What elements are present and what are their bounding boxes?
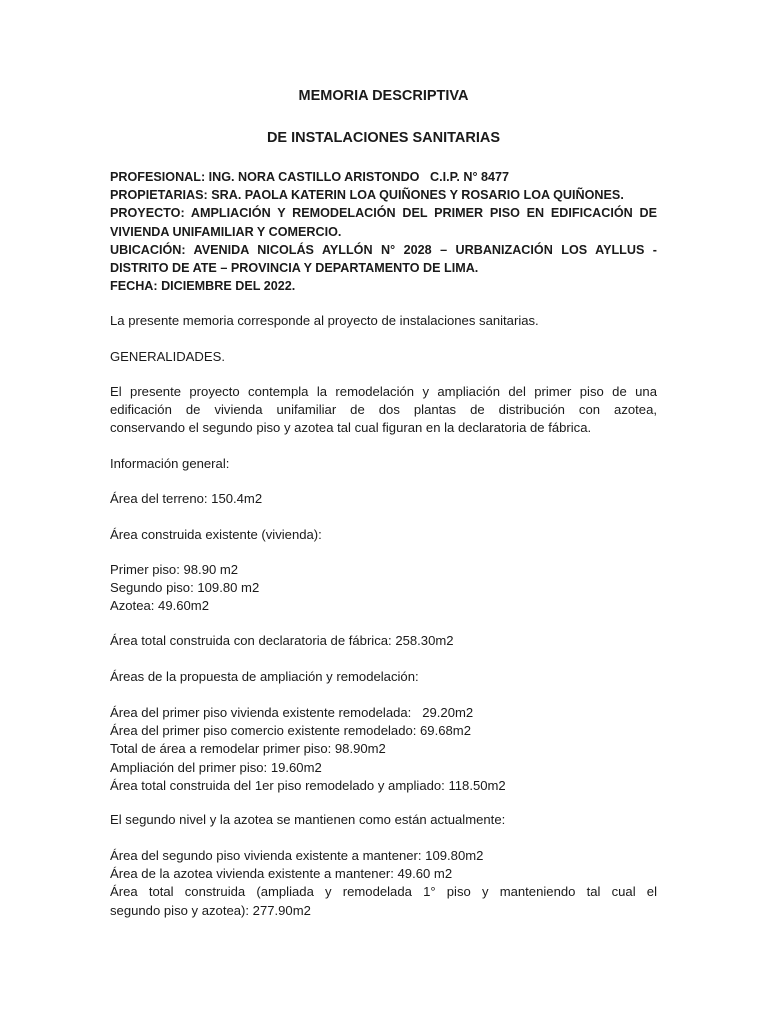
proyecto-line-1: PROYECTO: AMPLIACIÓN Y REMODELACIÓN DEL PRIMER PISO EN EDIFICACIÓN DE [110, 206, 657, 221]
proposal-ampliacion: Ampliación del primer piso: 19.60m2 [110, 759, 322, 775]
project-header-block [110, 168, 657, 295]
proposal-vivienda: Área del primer piso vivienda existente remodelada: 29.20m2 [110, 705, 474, 720]
description-line-2: edificación de vivienda unifamiliar de dos plantas de distribución con azotea, [110, 402, 657, 418]
document-page [110, 0, 657, 1024]
area-terreno-text: Área del terreno: 150.4m2 [110, 491, 263, 506]
proposal-total-remodelar: Total de área a remodelar primer piso: 98.90m2 [110, 741, 386, 757]
proposal-comercio: Área del primer piso comercio existente remodelado: 69.68m2 [110, 723, 471, 739]
proyecto-line-2: VIVIENDA UNIFAMILIAR Y COMERCIO. [110, 224, 342, 239]
existing-primer-piso: Primer piso: 98.90 m2 [110, 562, 239, 577]
description-line-1: El presente proyecto contempla la remodelación y ampliación del primer piso de una [110, 384, 657, 399]
section-heading-generalidades [110, 348, 657, 366]
proposal-areas-list [110, 704, 657, 795]
info-general-heading [110, 455, 657, 473]
profesional-line: PROFESIONAL: ING. NORA CASTILLO ARISTONDO C.I.P. N° 8477 [110, 170, 509, 184]
existing-azotea: Azotea: 49.60m2 [110, 598, 209, 614]
maintained-areas-list [110, 847, 657, 920]
info-general-text: Información general: [110, 456, 230, 471]
area-total-declaratoria-text: Área total construida con declaratoria de fábrica: 258.30m2 [110, 633, 454, 648]
areas-propuesta-heading [110, 668, 657, 686]
proposal-total-1er-piso: Área total construida del 1er piso remodelado y ampliado: 118.50m2 [110, 777, 506, 793]
intro-paragraph [110, 312, 657, 330]
description-paragraph [110, 383, 657, 438]
existing-areas-list [110, 561, 657, 616]
document-subtitle: DE INSTALACIONES SANITARIAS [266, 130, 501, 146]
description-line-3: conservando el segundo piso y azotea tal cual figuran en la declaratoria de fábrica. [110, 420, 592, 436]
area-existente-heading [110, 526, 657, 544]
segundo-nivel-text: El segundo nivel y la azotea se mantienen como están actualmente: [110, 812, 506, 827]
areas-propuesta-text: Áreas de la propuesta de ampliación y remodelación: [110, 669, 419, 684]
area-terreno-paragraph [110, 490, 657, 508]
document-title: MEMORIA DESCRIPTIVA [298, 88, 469, 104]
area-existente-text: Área construida existente (vivienda): [110, 527, 322, 542]
maintain-segundo-piso: Área del segundo piso vivienda existente a mantener: 109.80m2 [110, 848, 484, 863]
existing-segundo-piso: Segundo piso: 109.80 m2 [110, 580, 260, 596]
fecha-line: FECHA: DICIEMBRE DEL 2022. [110, 279, 296, 294]
maintain-total-line-2: segundo piso y azotea): 277.90m2 [110, 902, 311, 918]
propietarias-line: PROPIETARIAS: SRA. PAOLA KATERIN LOA QUIÑONES Y ROSARIO LOA QUIÑONES. [110, 188, 624, 203]
maintain-total-line-1: Área total construida (ampliada y remodelada 1° piso y manteniendo tal cual el [110, 884, 657, 900]
ubicacion-line-1: UBICACIÓN: AVENIDA NICOLÁS AYLLÓN N° 2028 – URBANIZACIÓN LOS AYLLUS - [110, 242, 657, 257]
area-total-declaratoria-paragraph [110, 632, 657, 650]
intro-text: La presente memoria corresponde al proyecto de instalaciones sanitarias. [110, 313, 539, 328]
ubicacion-line-2: DISTRITO DE ATE – PROVINCIA Y DEPARTAMENTO DE LIMA. [110, 261, 479, 276]
generalidades-text: GENERALIDADES. [110, 349, 225, 364]
segundo-nivel-paragraph [110, 811, 657, 829]
maintain-azotea: Área de la azotea vivienda existente a mantener: 49.60 m2 [110, 866, 453, 882]
